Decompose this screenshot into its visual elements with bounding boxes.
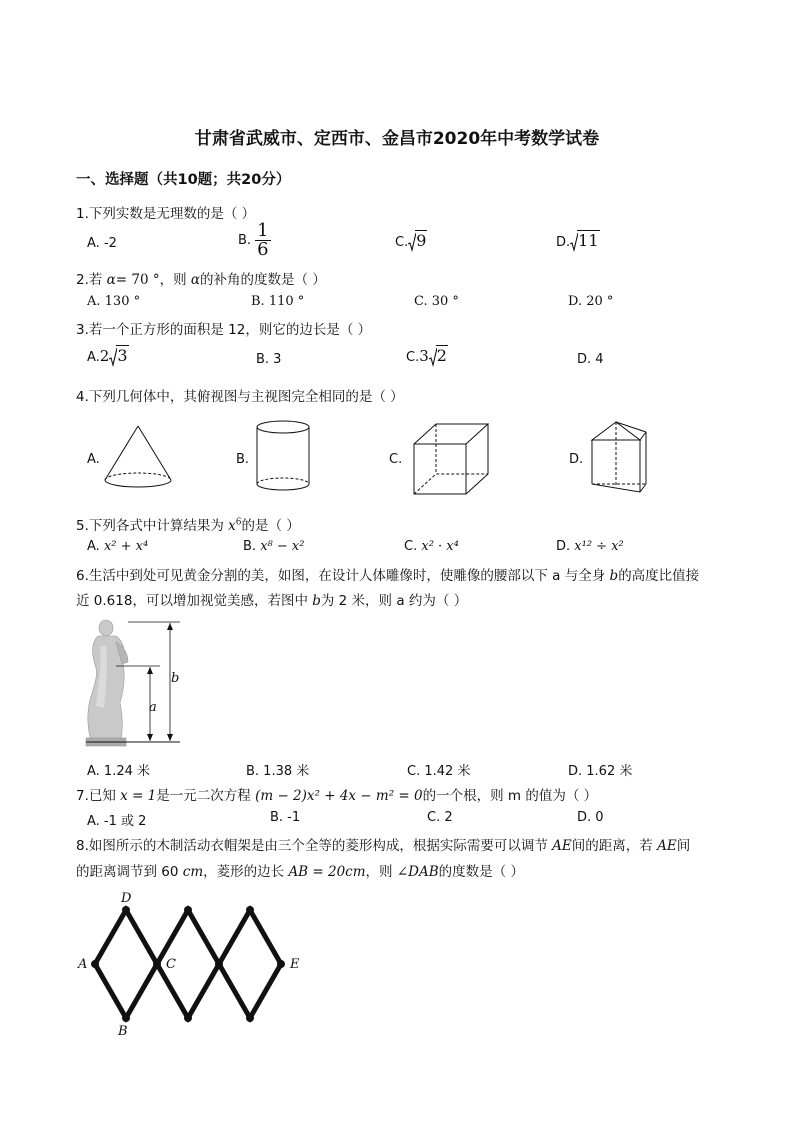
q8-line1-a: 8.如图所示的木制活动衣帽架是由三个全等的菱形构成，根据实际需要可以调节 [76, 838, 553, 854]
q8-line1-b: 间的距离，若 [571, 838, 658, 854]
question-5-stem [76, 514, 300, 534]
q2-option-c: C. 30 ° [414, 294, 459, 309]
q3-a-radical [109, 346, 128, 367]
cylinder-figure [254, 418, 312, 494]
q2-stem-b: ，则 [159, 272, 191, 288]
q8-ae-2: AE [657, 838, 677, 854]
q5-x: x [228, 518, 236, 534]
q6-line1-b: 的高度比值接 [618, 568, 700, 584]
q6-line2-b: 为 2 米，则 a 约为（ ） [320, 593, 468, 609]
q6-line2-a: 近 0.618，可以增加视觉美感，若图中 [76, 593, 313, 609]
q8-ab-eq: AB = 20cm [288, 864, 366, 880]
q7-option-c: C. 2 [427, 810, 453, 825]
q2-stem-a: 2.若 [76, 272, 107, 288]
q5-option-c [404, 539, 459, 554]
q5-stem-a: 5.下列各式中计算结果为 [76, 518, 229, 534]
rack-label-c: C [166, 957, 176, 972]
section-header: 一、选择题（共10题；共20分） [76, 172, 291, 188]
q2-option-a: A. 130 ° [87, 294, 141, 309]
q6-option-c: C. 1.42 米 [407, 764, 471, 779]
q1-b-denominator: 6 [257, 239, 269, 260]
q7-stem-a: 7.已知 [76, 788, 121, 804]
q1-c-radicand: 9 [416, 231, 427, 250]
question-8-line-1 [76, 834, 690, 854]
q3-c-coef: 3 [419, 347, 429, 365]
q1-option-b [238, 222, 271, 259]
q5-stem-b: 的是（ ） [241, 518, 300, 534]
q8-line2-a: 的距离调节到 60 [76, 864, 183, 880]
q1-b-fraction [255, 222, 270, 259]
question-6-line-2 [76, 589, 467, 609]
q1-option-c [395, 231, 427, 252]
q3-a-radicand: 3 [117, 346, 128, 365]
question-4-stem: 4.下列几何体中，其俯视图与主视图完全相同的是（ ） [76, 389, 404, 405]
q1-option-d [556, 231, 600, 252]
q3-option-d: D. 4 [577, 352, 604, 367]
q5-a-prefix: A. [87, 539, 100, 554]
question-8-line-2 [76, 860, 524, 880]
q7-option-d: D. 0 [577, 810, 604, 825]
question-2-stem [76, 268, 326, 288]
q3-c-radical [429, 346, 448, 367]
rhombus-rack-figure [74, 892, 314, 1042]
q1-d-radicand: 11 [578, 231, 599, 250]
q3-option-c [406, 346, 448, 367]
q6-b: b [609, 568, 619, 584]
q6-option-a: A. 1.24 米 [87, 764, 151, 779]
q2-stem-c: 的补角的度数是（ ） [200, 272, 326, 288]
question-6-line-1 [76, 564, 699, 584]
q3-c-prefix: C. [406, 350, 420, 365]
q6-label-a: a [149, 700, 157, 715]
exam-title: 甘肃省武威市、定西市、金昌市2020年中考数学试卷 [194, 129, 600, 149]
q7-stem-b: 是一元二次方程 [156, 788, 256, 804]
q1-d-radical [570, 231, 599, 252]
q5-a-expr: x² + x⁴ [103, 539, 149, 554]
q5-c-expr: x² · x⁴ [421, 539, 459, 554]
cube-figure [412, 422, 492, 498]
q1-c-prefix: C. [395, 235, 409, 250]
q1-d-prefix: D. [556, 235, 571, 250]
q4-option-c-label: C. [389, 452, 403, 467]
q8-line2-b: ，菱形的边长 [203, 864, 289, 880]
q1-c-radical [408, 231, 427, 252]
triangular-prism-figure [588, 420, 650, 496]
q7-x-eq: x = 1 [120, 788, 157, 804]
q8-line2-d: 的度数是（ ） [438, 864, 524, 880]
q8-ae: AE [552, 838, 572, 854]
q6-option-b: B. 1.38 米 [246, 764, 310, 779]
q8-line1-c: 间 [676, 838, 691, 854]
q2-alpha-2: α [190, 272, 201, 288]
rack-label-d: D [121, 891, 132, 906]
q3-c-radicand: 2 [436, 346, 447, 365]
q8-line2-c: ，则 [365, 864, 397, 880]
q3-a-prefix: A. [87, 350, 100, 365]
q6-option-d: D. 1.62 米 [568, 764, 633, 779]
rack-label-b: B [118, 1024, 128, 1039]
question-1-stem: 1.下列实数是无理数的是（ ） [76, 206, 256, 222]
q7-option-a: A. -1 或 2 [87, 814, 147, 829]
q7-stem-c: 的一个根，则 m 的值为（ ） [422, 788, 598, 804]
rack-label-a: A [78, 957, 88, 972]
q5-c-prefix: C. [404, 539, 418, 554]
q5-option-b [243, 539, 304, 554]
q3-option-b: B. 3 [256, 352, 282, 367]
q7-equation: (m − 2)x² + 4x − m² = 0 [255, 788, 423, 804]
q2-option-d: D. 20 ° [568, 294, 614, 309]
question-7-stem [76, 784, 597, 804]
q5-d-prefix: D. [556, 539, 571, 554]
q5-d-expr: x¹² ÷ x² [574, 539, 624, 554]
q2-eq: = 70 ° [115, 272, 160, 288]
q3-option-a [87, 346, 129, 367]
rack-label-e: E [290, 957, 300, 972]
q8-angle: ∠DAB [396, 864, 439, 880]
q6-b-2: b [312, 593, 321, 609]
q2-alpha: α [106, 272, 116, 288]
q1-b-prefix: B. [238, 233, 252, 248]
q5-b-prefix: B. [243, 539, 257, 554]
q4-option-a-label: A. [87, 452, 100, 467]
q5-option-d [556, 539, 624, 554]
q5-option-a [87, 539, 148, 554]
q4-option-b-label: B. [236, 452, 250, 467]
q7-option-b: B. -1 [270, 810, 301, 825]
cone-figure [102, 424, 174, 490]
q1-option-a: A. -2 [87, 236, 117, 251]
q6-label-b: b [171, 671, 180, 686]
question-3-stem: 3.若一个正方形的面积是 12，则它的边长是（ ） [76, 322, 372, 338]
q5-exp: 6 [235, 517, 242, 528]
q4-option-d-label: D. [569, 452, 584, 467]
q1-b-numerator: 1 [257, 220, 269, 241]
q8-cm: cm [182, 864, 204, 880]
q6-line1-a: 6.生活中到处可见黄金分割的美，如图，在设计人体雕像时，使雕像的腰部以下 a 与全身 [76, 568, 610, 584]
q5-b-expr: x⁸ − x² [260, 539, 305, 554]
q2-option-b: B. 110 ° [251, 294, 305, 309]
q3-a-coef: 2 [99, 347, 110, 365]
